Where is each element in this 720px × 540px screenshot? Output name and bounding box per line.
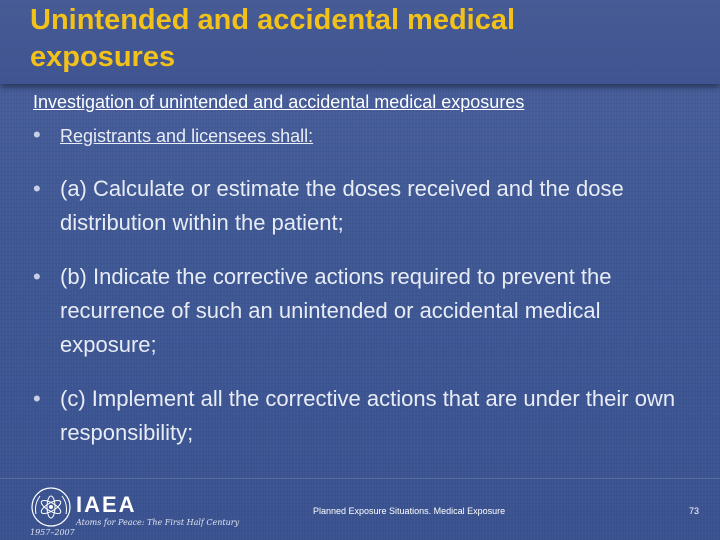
bullet-text: (b) Indicate the corrective actions required to prevent the recurrence of such an unintended or accidental medical exposure; [60,264,612,357]
bullet-text: (a) Calculate or estimate the doses received and the dose distribution within the patient; [60,176,624,235]
bullet-marker: • [33,122,41,147]
iaea-emblem-icon [30,486,72,528]
bullet-item [33,119,313,153]
bullet-marker: • [33,386,41,411]
page-number: 73 [689,506,700,516]
bullet-marker: • [33,176,41,201]
logo-wordmark: IAEA [76,492,137,517]
slide-title: Unintended and accidental medical exposures [30,4,516,73]
bullet-item [33,260,683,362]
title-bar [0,0,720,84]
bullet-marker: • [33,264,41,289]
bullet-text: Registrants and licensees shall: [60,126,314,146]
bullet-item [33,172,683,240]
footer-caption: Planned Exposure Situations. Medical Exposure [313,506,506,516]
bullet-text: (c) Implement all the corrective actions that are under their own responsibility; [60,386,676,445]
bullet-item [33,382,683,450]
iaea-logo [28,484,288,540]
logo-tagline: Atoms for Peace: The First Half Century [76,518,240,527]
logo-years: 1957–2007 [30,528,75,537]
footer-divider [0,478,720,479]
section-subtitle: Investigation of unintended and accidental medical exposures [33,92,525,112]
